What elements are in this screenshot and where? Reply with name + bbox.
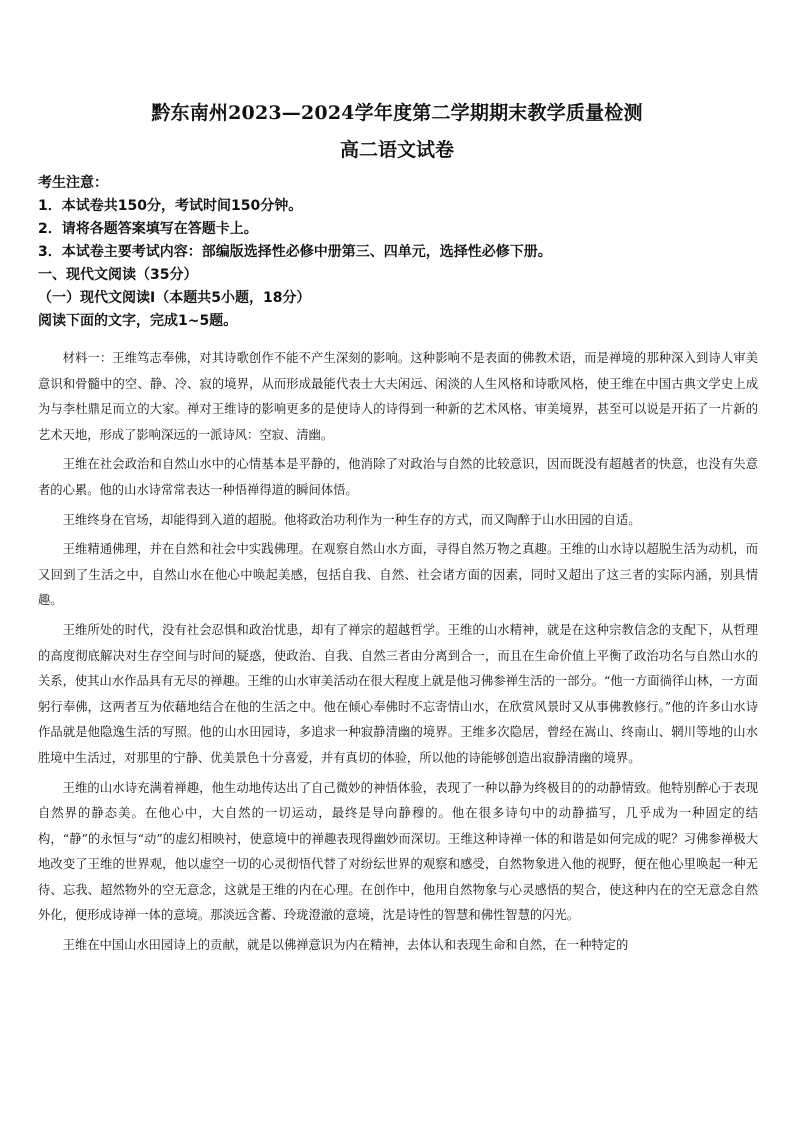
exam-title: 黔东南州2023—2024学年度第二学期期末教学质量检测 [151, 102, 643, 124]
passage-paragraph: 王维终身在官场，却能得到入道的超脱。他将政治功利作为一种生存的方式，而又陶醉于山水田园的自适。 [62, 512, 641, 527]
exam-notice [38, 172, 758, 333]
notice-item: 3．本试卷主要考试内容：部编版选择性必修中册第三、四单元，选择性必修下册。 [38, 244, 552, 260]
passage-paragraph: 王维在社会政治和自然山水中的心情基本是平静的，他消除了对政治与自然的比较意识，因而既没有超越者的快意，也没有失意者的心累。他的山水诗常常表达一种悟禅得道的瞬间体悟。 [38, 457, 758, 497]
notice-item: 1．本试卷共150分，考试时间150分钟。 [38, 198, 303, 214]
reading-instruction: 阅读下面的文字，完成1~5题。 [38, 313, 238, 329]
notice-heading: 考生注意： [38, 175, 108, 191]
passage-paragraph: 王维所处的时代，没有社会忍惧和政治忧患，却有了禅宗的超越哲学。王维的山水精神，就是在这种宗教信念的支配下，从哲理的高度彻底解决对生存空间与时间的疑惑，使政治、自我、自然三者由分离到合一，而且在生命价值上平衡了政治功名与自然山水的关系，使其山水作品具有无尽的禅趣。王维的山水审美活动在很大程度上就是他习佛参禅生活的一部分。“他一方面徜徉山林，一方面躬行奉佛，这两者互为依藉地结合在他的生活之中。他在倾心奉佛时不忘寄情山水，在欣赏风景时又从事佛教修行。”他的许多山水诗作品就是他隐逸生活的写照。他的山水田园诗，多追求一种寂静清幽的境界。王维多次隐居，曾经在嵩山、终南山、辋川等地的山水胜境中生活过，对那里的宁静、优美景色十分喜爱，并有真切的体验，所以他的诗能够创造出寂静清幽的境界。 [38, 622, 758, 765]
passage-paragraph: 王维在中国山水田园诗上的贡献，就是以佛禅意识为内在精神，去体认和表现生命和自然，在一种特定的 [62, 938, 629, 953]
subsection-heading: （一）现代文阅读Ⅰ（本题共5小题，18分） [38, 290, 311, 306]
passage-paragraph: 材料一：王维笃志奉佛，对其诗歌创作不能不产生深刻的影响。这种影响不是表面的佛教术语，而是禅境的那种深入到诗人审美意识和骨髓中的空、静、冷、寂的境界，从而形成最能代表士大夫闲远、闲淡的人生风格和诗歌风格，使王维在中国古典文学史上成为与李杜鼎足而立的大家。禅对王维诗的影响更多的是使诗人的诗得到一种新的艺术风格、审美境界，甚至可以说是开拓了一片新的艺术天地，形成了影响深远的一派诗风：空寂、清幽。 [38, 351, 758, 442]
section-heading: 一、现代文阅读（35分） [38, 267, 198, 283]
exam-subtitle: 高二语文试卷 [339, 139, 454, 161]
reading-passage [38, 346, 758, 963]
notice-item: 2．请将各题答案填写在答题卡上。 [38, 221, 258, 237]
passage-paragraph: 王维的山水诗充满着禅趣，他生动地传达出了自己微妙的神悟体验，表现了一种以静为终极目的的动静情致。他特别醉心于表现自然界的静态美。在他心中，大自然的一切运动，最终是导向静穆的。他在很多诗句中的动静描写，几乎成为一种固定的结构，“静”的永恒与“动”的虚幻相映衬，使意境中的禅趣表现得幽妙而深切。王维这种诗禅一体的和谐是如何完成的呢？习佛参禅极大地改变了王维的世界观，他以虚空一切的心灵彻悟代替了对纷纭世界的观察和感受，自然物象进入他的视野，便在他心里唤起一种无待、忘我、超然物外的空无意念，这就是王维的内在心理。在创作中，他用自然物象与心灵感悟的契合，使这种内在的空无意念自然外化，便形成诗禅一体的意境。那淡远含蓄、玲珑澄澈的意境，沈是诗性的智慧和佛性智慧的闪光。 [38, 780, 758, 923]
passage-paragraph: 王维精通佛理，并在自然和社会中实践佛理。在观察自然山水方面，寻得自然万物之真趣。王维的山水诗以超脱生活为动机，而又回到了生活之中，自然山水在他心中唤起美感，包括自我、自然、社会诸方面的因素，同时又超出了这三者的实际内涵，别具情趣。 [38, 542, 758, 608]
